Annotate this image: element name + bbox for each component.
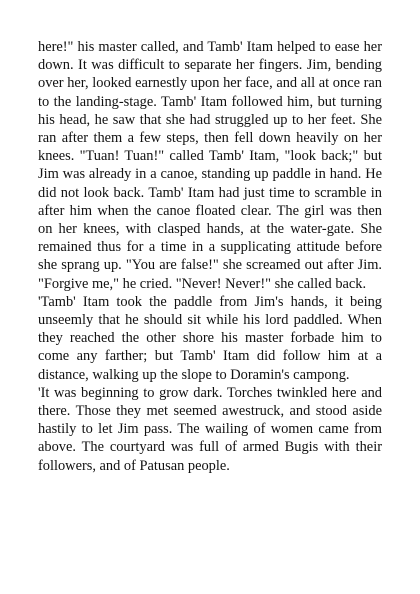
book-page: [38, 38, 382, 475]
paragraph-3: 'It was beginning to grow dark. Torches twinkled here and there. Those they met seemed awestruck, and stood aside hastily to let Jim pass. The wailing of women came from above. The courtyard was full of armed Bugis with their followers, and of Patusan people.: [38, 384, 382, 474]
paragraph-2: 'Tamb' Itam took the paddle from Jim's hands, it being unseemly that he should sit while his lord paddled. When they reached the other shore his master forbade him to come any farther; but Tamb' Itam did follow him at a distance, walking up the slope to Doramin's campong.: [38, 293, 382, 383]
paragraph-1: here!" his master called, and Tamb' Itam helped to ease her down. It was difficult to separate her fingers. Jim, bending over her, looked earnestly upon her face, and all at once ran to the landing-stage. Tamb' Itam followed him, but turning his head, he saw that she had struggled up to her feet. She ran after them a few steps, then fell down heavily on her knees. "Tuan! Tuan!" called Tamb' Itam, "look back;" but Jim was already in a canoe, standing up paddle in hand. He did not look back. Tamb' Itam had just time to scramble in after him when the canoe floated clear. The girl was then on her knees, with clasped hands, at the water-gate. She remained thus for a time in a supplicating attitude before she sprang up. "You are false!" she screamed out after Jim. "Forgive me," he cried. "Never! Never!" she called back.: [38, 39, 382, 292]
